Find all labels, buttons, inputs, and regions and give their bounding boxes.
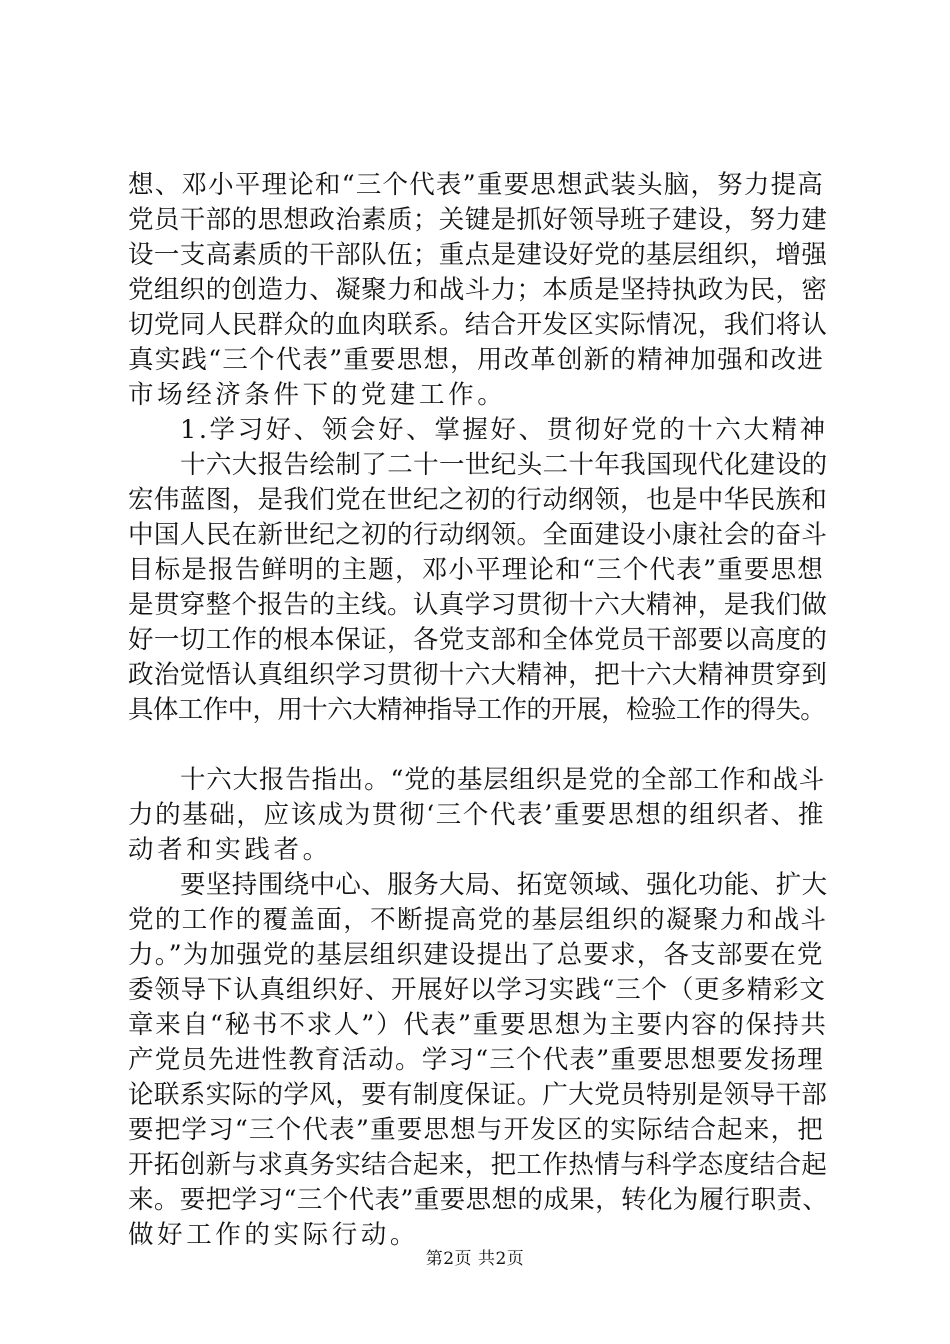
text-line: 目标是报告鲜明的主题，邓小平理论和“三个代表”重要思想 [128, 555, 824, 585]
text-line: 党的工作的覆盖面，不断提高党的基层组织的凝聚力和战斗 [128, 905, 828, 935]
text-line: 切党同人民群众的血肉联系。结合开发区实际情况，我们将认 [128, 310, 828, 340]
page-footer: 第2页 共2页 [425, 1249, 525, 1269]
text-line: 政治觉悟认真组织学习贯彻十六大精神，把十六大精神贯穿到 [128, 660, 828, 690]
text-line: 1.学习好、领会好、掌握好、贯彻好党的十六大精神 [180, 415, 828, 445]
text-line: 宏伟蓝图，是我们党在世纪之初的行动纲领，也是中华民族和 [128, 485, 828, 515]
text-line: 设一支高素质的干部队伍；重点是建设好党的基层组织，增强 [128, 240, 828, 270]
text-line: 是贯穿整个报告的主线。认真学习贯彻十六大精神，是我们做 [128, 590, 828, 620]
text-line: 中国人民在新世纪之初的行动纲领。全面建设小康社会的奋斗 [128, 520, 828, 550]
document-body [128, 168, 828, 1253]
text-line: 章来自“秘书不求人”）代表”重要思想为主要内容的保持共 [128, 1010, 828, 1040]
text-line: 党组织的创造力、凝聚力和战斗力；本质是坚持执政为民，密 [128, 275, 828, 305]
text-line: 市场经济条件下的党建工作。 [128, 380, 507, 410]
text-line: 产党员先进性教育活动。学习“三个代表”重要思想要发扬理 [128, 1045, 824, 1075]
text-line: 来。要把学习“三个代表”重要思想的成果，转化为履行职责、 [128, 1185, 829, 1215]
text-line: 党员干部的思想政治素质；关键是抓好领导班子建设，努力建 [128, 205, 828, 235]
text-line: 真实践“三个代表”重要思想，用改革创新的精神加强和改进 [128, 345, 824, 375]
text-line: 力的基础，应该成为贯彻‘三个代表’重要思想的组织者、推 [128, 800, 825, 830]
text-line: 要坚持围绕中心、服务大局、拓宽领域、强化功能、扩大 [180, 870, 828, 900]
text-line: 论联系实际的学风，要有制度保证。广大党员特别是领导干部 [128, 1080, 828, 1110]
text-line: 想、邓小平理论和“三个代表”重要思想武装头脑，努力提高 [128, 170, 824, 200]
text-line: 开拓创新与求真务实结合起来，把工作热情与科学态度结合起 [128, 1150, 828, 1180]
text-line: 动者和实践者。 [128, 835, 332, 865]
text-line: 好一切工作的根本保证，各党支部和全体党员干部要以高度的 [128, 625, 828, 655]
text-line: 要把学习“三个代表”重要思想与开发区的实际结合起来，把 [128, 1115, 824, 1145]
text-line: 力。”为加强党的基层组织建设提出了总要求，各支部要在党 [128, 940, 824, 970]
text-line: 做好工作的实际行动。 [128, 1220, 420, 1250]
text-line: 委领导下认真组织好、开展好以学习实践“三个（更多精彩文 [128, 975, 826, 1005]
text-line: 十六大报告指出。“党的基层组织是党的全部工作和战斗 [180, 765, 826, 795]
blank-line [128, 728, 828, 763]
text-line: 具体工作中，用十六大精神指导工作的开展，检验工作的得失。 [128, 695, 826, 725]
text-line: 十六大报告绘制了二十一世纪头二十年我国现代化建设的 [180, 450, 828, 480]
